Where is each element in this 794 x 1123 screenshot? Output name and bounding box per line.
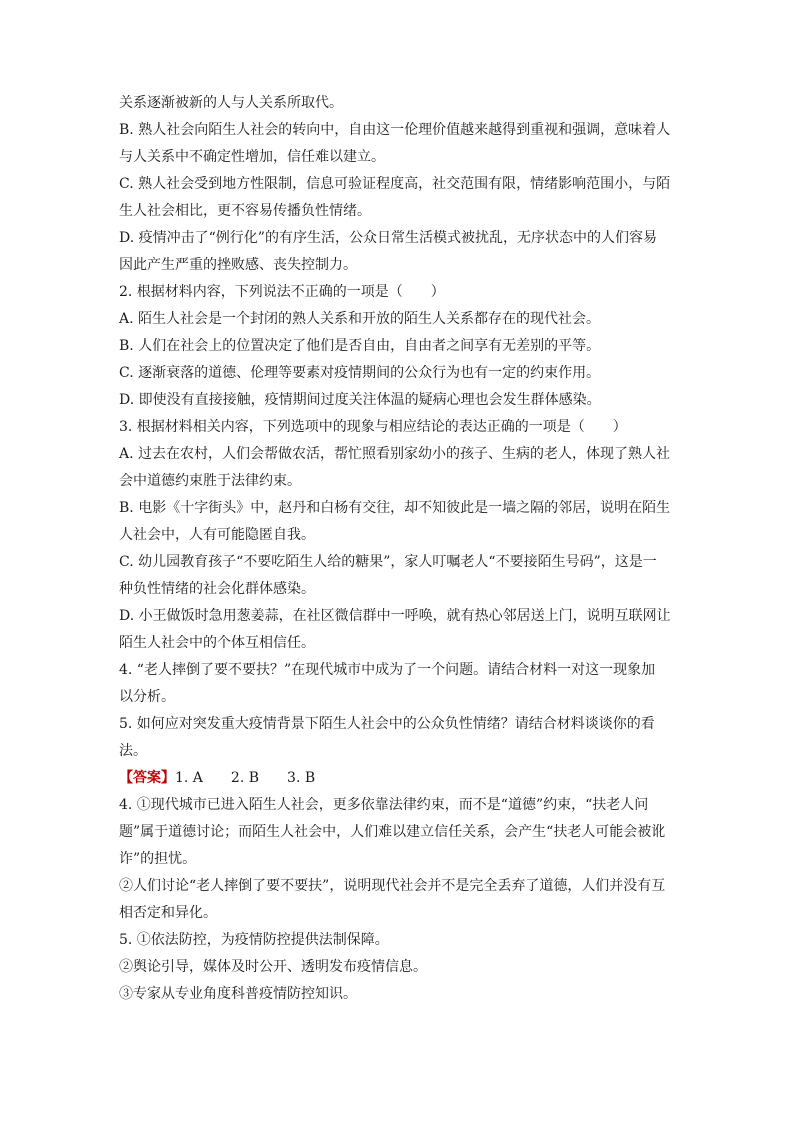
option-line: D. 小王做饭时急用葱姜蒜，在社区微信群中一呼唤，就有热心邻居送上门，说明互联网让 <box>119 608 671 624</box>
text-line: B. 熟人社会向陌生人社会的转向中，自由这一伦理价值越来越得到重视和强调，意味着人 <box>119 122 671 138</box>
option-line: C. 逐渐衰落的道德、伦理等要素对疫情期间的公众行为也有一定的约束作用。 <box>119 365 601 381</box>
question-4: 4. “老人摔倒了要不要扶？”在现代城市中成为了一个问题。请结合材料一对这一现象加 <box>119 662 656 678</box>
answer-line: ②舆论引导，媒体及时公开、透明发布疫情信息。 <box>119 959 427 975</box>
text-line: 关系逐渐被新的人与人关系所取代。 <box>119 95 343 111</box>
answer-item: 2. B <box>230 770 260 786</box>
answer-line: 相否定和异化。 <box>119 905 217 921</box>
answer-line: 题”属于道德讨论；而陌生人社会中，人们难以建立信任关系，会产生“扶老人可能会被讹 <box>119 824 666 840</box>
option-line: 种负性情绪的社会化群体感染。 <box>119 581 315 597</box>
option-line: A. 陌生人社会是一个封闭的熟人关系和开放的陌生人关系都存在的现代社会。 <box>119 311 601 327</box>
option-line: B. 电影《十字街头》中，赵丹和白杨有交往，却不知彼此是一墙之隔的邻居，说明在陌生 <box>119 500 671 516</box>
option-line: D. 即使没有直接接触，疫情期间过度关注体温的疑病心理也会发生群体感染。 <box>119 392 601 408</box>
option-line: 人社会中，人有可能隐匿自我。 <box>119 527 315 543</box>
answer-line: 4. ①现代城市已进入陌生人社会，更多依靠法律约束，而不是“道德”约束，“扶老人问 <box>119 797 649 813</box>
option-line: A. 过去在农村，人们会帮做农活，帮忙照看别家幼小的孩子、生病的老人，体现了熟人社 <box>119 446 671 462</box>
option-line: 会中道德约束胜于法律约束。 <box>119 473 301 489</box>
option-line: B. 人们在社会上的位置决定了他们是否自由，自由者之间享有无差别的平等。 <box>119 338 601 354</box>
text-line: 因此产生严重的挫败感、丧失控制力。 <box>119 257 357 273</box>
document-page <box>119 90 679 1008</box>
answer-line: ③专家从专业角度科普疫情防控知识。 <box>119 986 357 1002</box>
text-line: D. 疫情冲击了“例行化”的有序生活，公众日常生活模式被扰乱，无序状态中的人们容易 <box>119 230 657 246</box>
answer-item: 1. A <box>175 770 203 786</box>
question-4: 以分析。 <box>119 689 175 705</box>
text-line: 生人社会相比，更不容易传播负性情绪。 <box>119 203 371 219</box>
option-line: C. 幼儿园教育孩子“不要吃陌生人给的糖果”，家人叮嘱老人“不要接陌生号码”，这是一 <box>119 554 657 570</box>
option-line: 陌生人社会中的个体互相信任。 <box>119 635 315 651</box>
question-5: 法。 <box>119 743 147 759</box>
answer-line: ②人们讨论“老人摔倒了要不要扶”，说明现代社会并不是完全丢弃了道德，人们并没有互 <box>119 878 666 894</box>
question-2: 2. 根据材料内容，下列说法不正确的一项是（ ） <box>119 284 445 300</box>
answer-line: 诈”的担忧。 <box>119 851 197 867</box>
question-5: 5. 如何应对突发重大疫情背景下陌生人社会中的公众负性情绪？请结合材料谈谈你的看 <box>119 716 655 732</box>
answer-line: 5. ①依法防控，为疫情防控提供法制保障。 <box>119 932 389 948</box>
answer-tag: 【答案】 <box>119 770 175 786</box>
text-line: C. 熟人社会受到地方性限制，信息可验证程度高，社交范围有限，情绪影响范围小，与陌 <box>119 176 671 192</box>
question-3: 3. 根据材料相关内容，下列选项中的现象与相应结论的表达正确的一项是（ ） <box>119 419 627 435</box>
answer-item: 3. B <box>287 770 316 786</box>
text-line: 与人关系中不确定性增加，信任难以建立。 <box>119 149 385 165</box>
answer-header <box>119 765 679 792</box>
